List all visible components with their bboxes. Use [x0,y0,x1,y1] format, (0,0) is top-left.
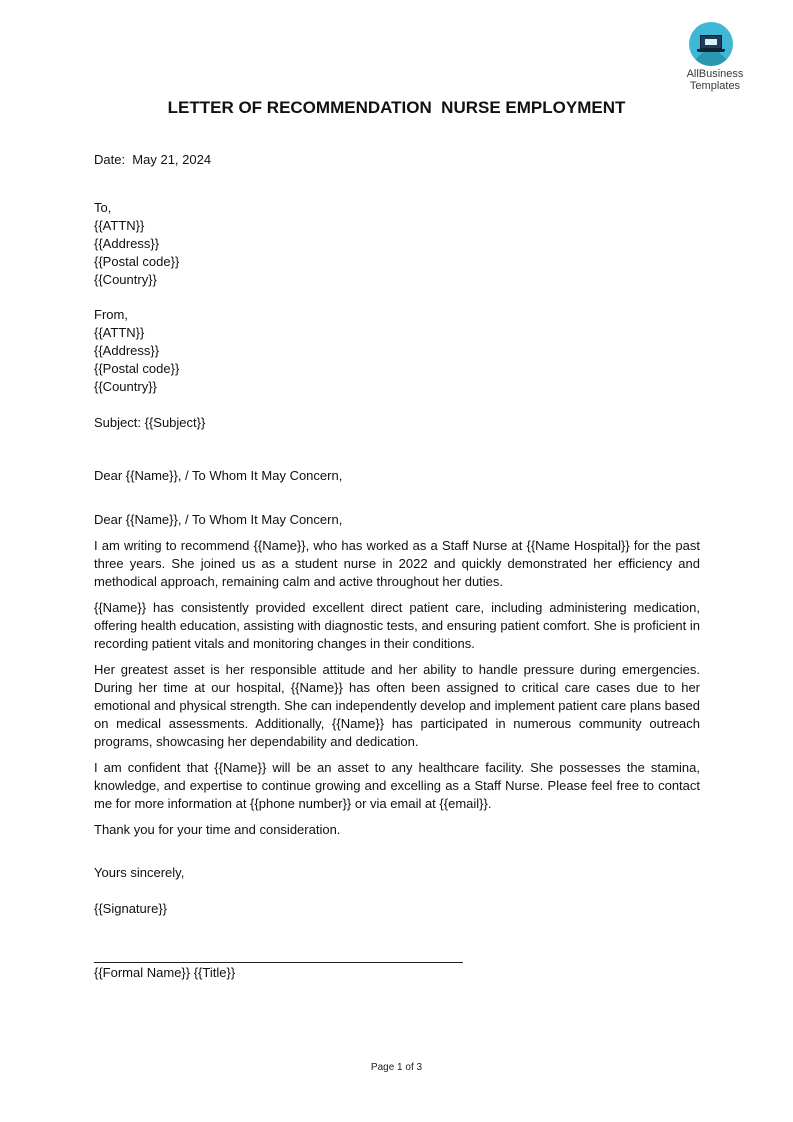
formal-name-title: {{Formal Name}} {{Title}} [94,965,236,980]
closing-line: Yours sincerely, [94,865,185,880]
signature-rule [94,962,463,963]
body-paragraph-3: Her greatest asset is her responsible attitude and her ability to handle pressure during emergencies. During her time at our hospital, {{Name}} has often been assigned to critical care cases due to her emotional and physical strength. She can independently develop and implement patient care plans based on medical assessments. Additionally, {{Name}} has participated in numerous community outreach programs, showcasing her dependability and dedication. [94,662,700,749]
body-paragraph-1: I am writing to recommend {{Name}}, who has worked as a Staff Nurse at {{Name Hospital}} for the past three years. She joined us as a student nurse in 2022 and quickly demonstrated her efficiency and methodical approach, remaining calm and active throughout her duties. [94,538,700,589]
to-attn: {{ATTN}} [94,218,145,233]
document-title: LETTER OF RECOMMENDATION NURSE EMPLOYMENT [167,98,626,117]
from-label: From, [94,307,128,322]
salutation-primary: Dear {{Name}}, / To Whom It May Concern, [94,468,343,483]
from-postal-code: {{Postal code}} [94,361,180,376]
letter-body [94,511,700,839]
logo-wordmark: AllBusiness Templates [686,68,744,92]
from-address: {{Address}} [94,343,160,358]
to-country: {{Country}} [94,272,157,287]
signature-placeholder: {{Signature}} [94,901,168,916]
subject-line: Subject: {{Subject}} [94,415,206,430]
to-address: {{Address}} [94,236,160,251]
sender-address [94,306,700,396]
to-label: To, [94,200,112,215]
recipient-address [94,199,700,289]
date-line: Date: May 21, 2024 [94,152,212,167]
body-paragraph-2: {{Name}} has consistently provided excellent direct patient care, including administering medication, offering health education, assisting with diagnostic tests, and ensuring patient comfort. She is proficient in recording patient vitals and monitoring changes in their conditions. [94,600,700,651]
to-postal-code: {{Postal code}} [94,254,180,269]
salutation-secondary: Dear {{Name}}, / To Whom It May Concern, [94,512,343,527]
thanks-line: Thank you for your time and consideration. [94,822,341,837]
laptop-icon [689,22,733,66]
body-paragraph-4: I am confident that {{Name}} will be an asset to any healthcare facility. She possesses the stamina, knowledge, and expertise to continue growing and excelling as a Staff Nurse. Please feel free to contact me for more information at {{phone number}} or via email at {{email}}. [94,760,700,811]
from-country: {{Country}} [94,379,157,394]
page-number: Page 1 of 3 [370,1062,423,1073]
from-attn: {{ATTN}} [94,325,145,340]
